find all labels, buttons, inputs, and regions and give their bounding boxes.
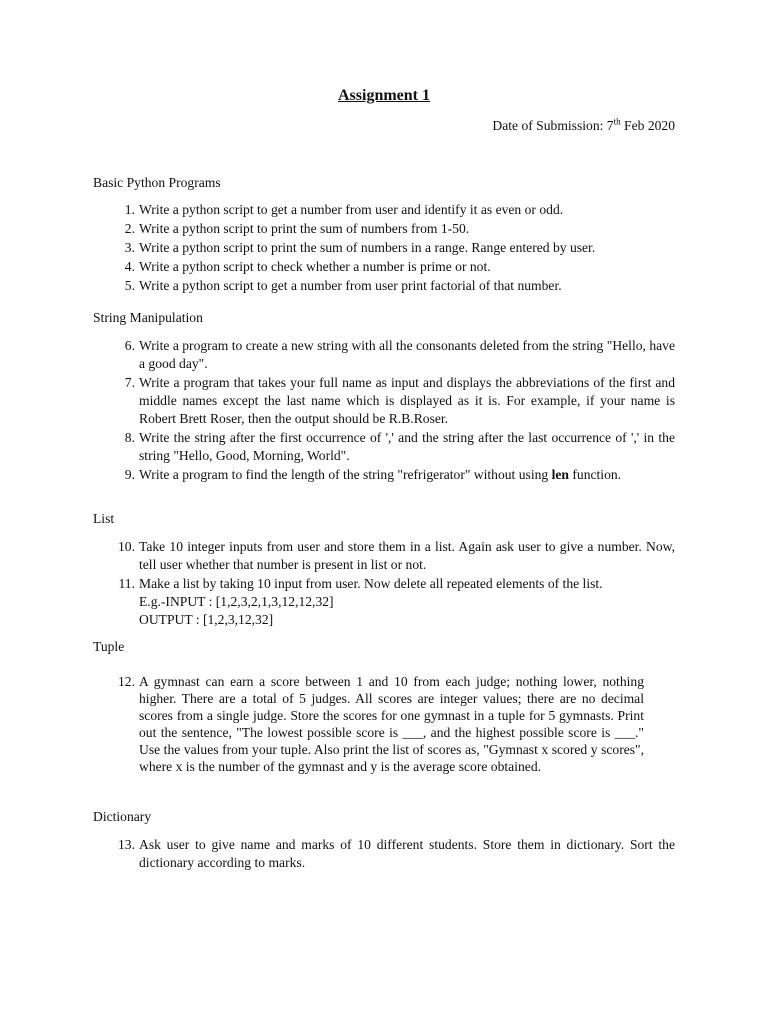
list-item: 6. Write a program to create a new string with all the consonants deleted from the string "Hello, have a good day". xyxy=(124,338,675,371)
section-heading-basic: Basic Python Programs xyxy=(93,175,221,190)
string-list xyxy=(124,337,675,485)
dictionary-list xyxy=(118,836,675,873)
section-heading-dictionary: Dictionary xyxy=(93,809,152,824)
tuple-list xyxy=(118,673,644,776)
submission-date: Date of Submission: 7th Feb 2020 xyxy=(492,116,675,133)
section-heading-tuple: Tuple xyxy=(93,639,125,654)
list-list xyxy=(118,538,675,630)
list-item: 10. Take 10 integer inputs from user and store them in a list. Again ask user to give a number. Now, tell user whether that number is present in list or not. xyxy=(118,539,675,572)
list-item: 7. Write a program that takes your full name as input and displays the abbreviations of the first and middle names except the last name which is displayed as it is. For example, if your name is Robert Brett Roser, then the output should be R.B.Roser. xyxy=(124,375,675,426)
list-item: 12. A gymnast can earn a score between 1 and 10 from each judge; nothing lower, nothing higher. There are a total of 5 judges. All scores are integer values; there are no decimal scores from a single judge. Store the scores for one gymnast in a tuple for 5 gymnasts. Print out the sentence, "The lowest possible score is ___, and the highest possible score is ___." Use the values from your tuple. Also print the list of scores as, "Gymnast x scored y scores", where x is the number of the gymnast and y is the average score obtained. xyxy=(118,674,644,774)
list-item: 8. Write the string after the first occurrence of ',' and the string after the last occurrence of ',' in the string "Hello, Good, Morning, World". xyxy=(124,430,675,463)
basic-list xyxy=(124,201,675,296)
list-item: 4. Write a python script to check whether a number is prime or not. xyxy=(124,259,491,274)
list-item: 9. Write a program to find the length of the string "refrigerator" without using len function. xyxy=(124,467,622,482)
list-item: 3. Write a python script to print the sum of numbers in a range. Range entered by user. xyxy=(124,240,596,255)
section-heading-list: List xyxy=(93,511,115,526)
list-item: 13. Ask user to give name and marks of 10 different students. Store them in dictionary. Sort the dictionary according to marks. xyxy=(118,837,675,870)
list-item: 5. Write a python script to get a number from user print factorial of that number. xyxy=(124,278,562,293)
list-item: 1. Write a python script to get a number from user and identify it as even or odd. xyxy=(124,202,564,217)
section-heading-string: String Manipulation xyxy=(93,310,203,325)
list-item: 11. Make a list by taking 10 input from user. Now delete all repeated elements of the list. E.g.-INPUT : [1,2,3,2,1,3,12,12,32] OUTPUT : [1,2,3,12,32] xyxy=(118,576,603,627)
assignment-title: Assignment 1 xyxy=(337,87,430,104)
list-item: 2. Write a python script to print the sum of numbers from 1-50. xyxy=(124,221,470,236)
